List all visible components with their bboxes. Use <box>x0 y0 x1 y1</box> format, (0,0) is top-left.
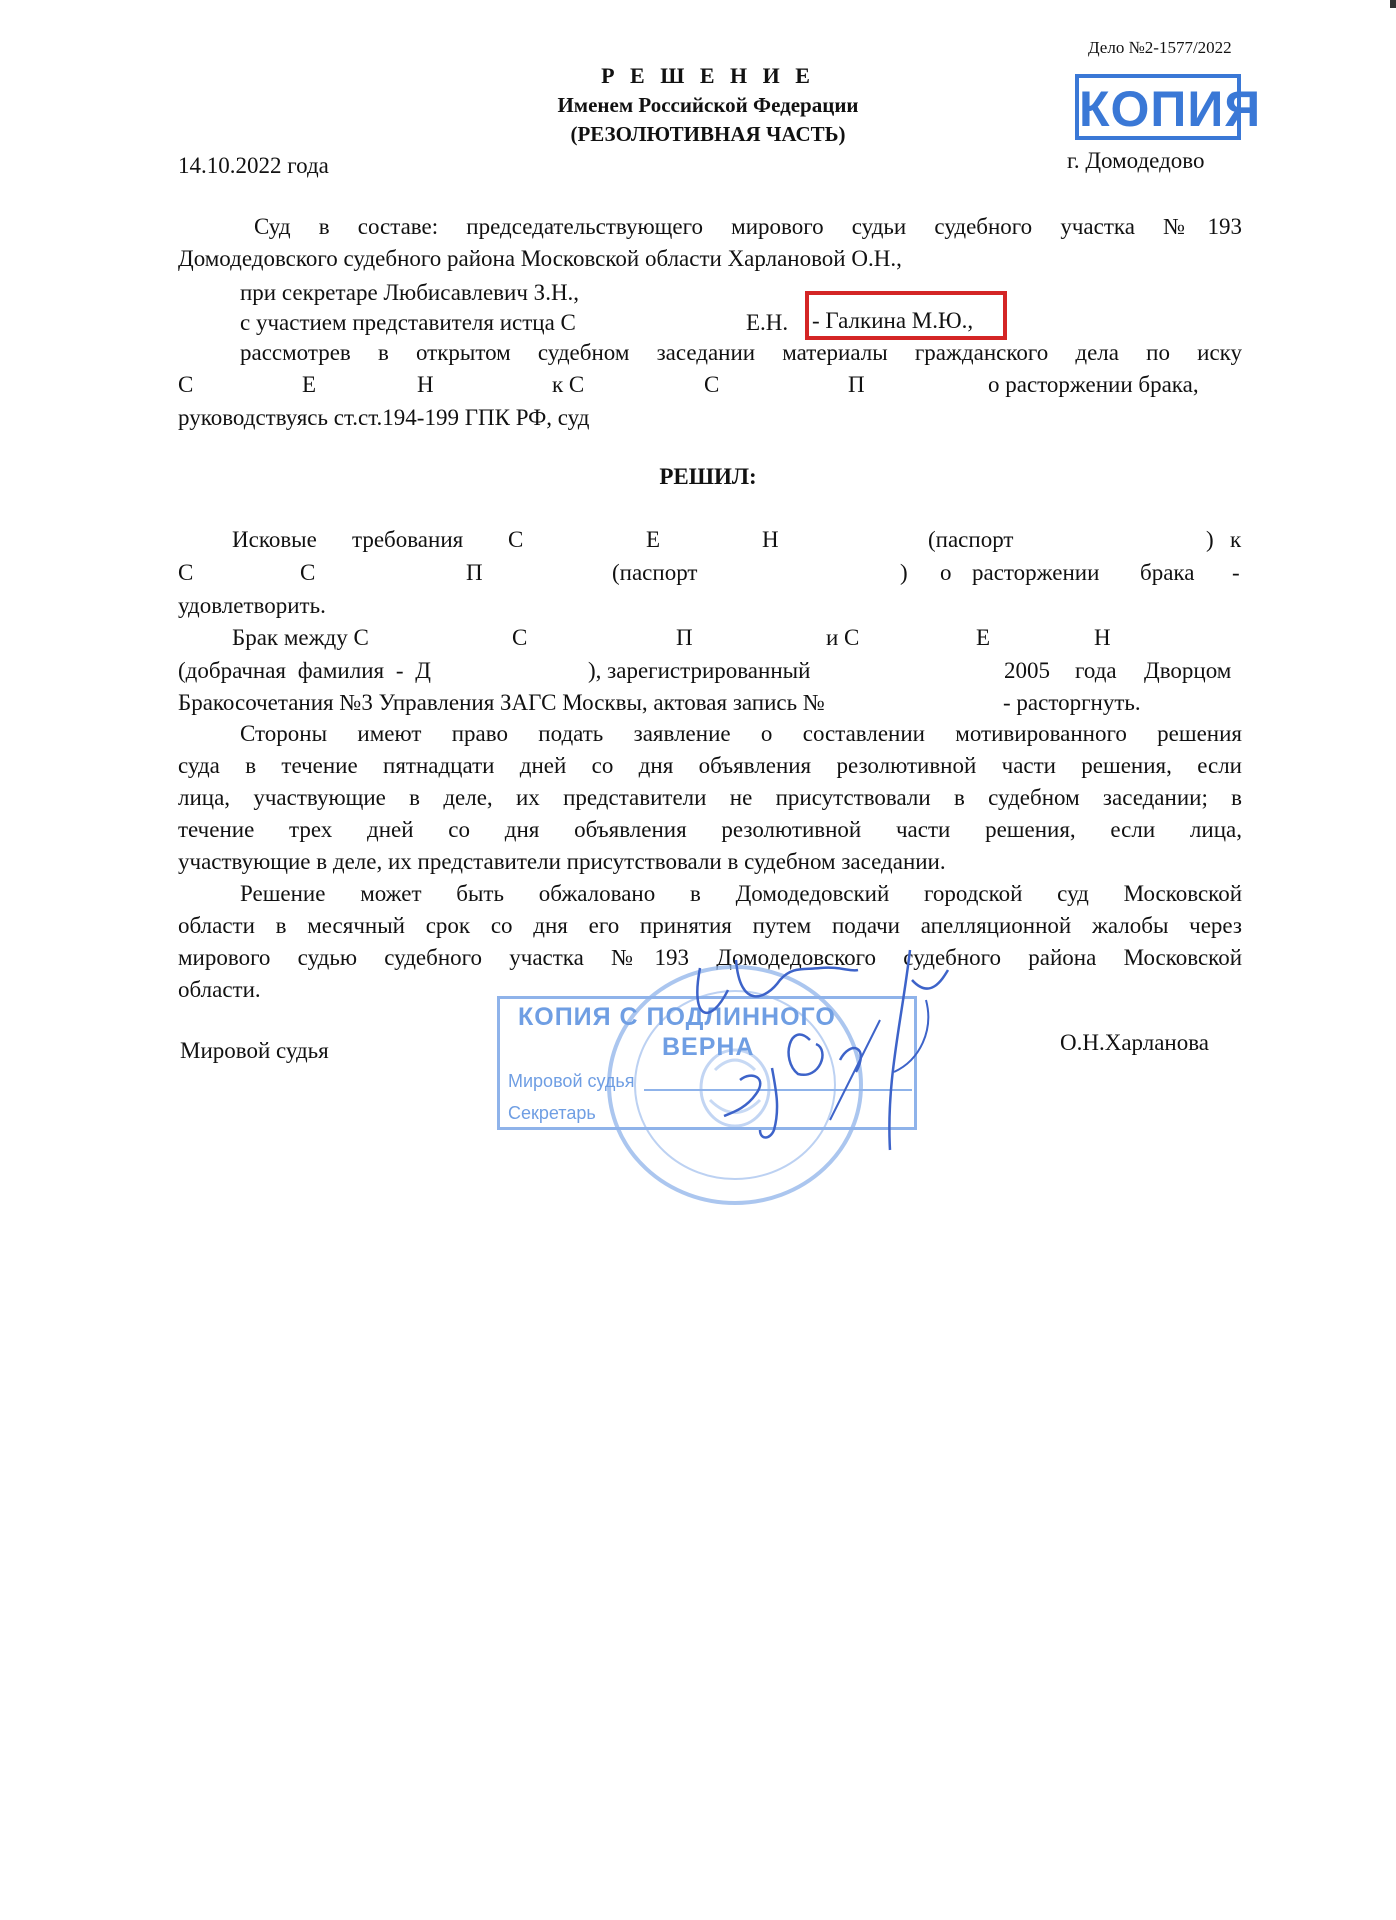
preamble-line-4a: с участием представителя истца С <box>240 310 576 335</box>
document-subtitle: Именем Российской Федерации <box>557 93 859 117</box>
document-part: (РЕЗОЛЮТИВНАЯ ЧАСТЬ) <box>570 122 846 146</box>
stamp-judge-label: Мировой судья <box>508 1071 635 1091</box>
text-token: (паспорт <box>612 560 698 585</box>
body-line: мирового судью судебного участка №193 Домодедовского судебного района Московской <box>178 945 1242 970</box>
case-number: Дело №2-1577/2022 <box>1088 38 1232 57</box>
redacted-fragment: С <box>300 560 316 585</box>
decision-date: 14.10.2022 года <box>178 153 329 178</box>
redacted-fragment: С <box>512 625 528 650</box>
body-line: течение трех дней со дня объявления резолютивной части решения, если лица, <box>178 817 1242 842</box>
text-token: (паспорт <box>928 527 1014 552</box>
preamble-line-6-end: о расторжении брака, <box>988 372 1199 397</box>
text-token: брака <box>1140 560 1195 585</box>
text-token: - <box>1232 560 1240 585</box>
text-token: расторжении <box>972 560 1100 585</box>
text-token: Исковые <box>232 527 317 552</box>
preamble-line-2: Домодедовского судебного района Московской области Харлановой О.Н., <box>178 246 902 271</box>
redacted-fragment: Е <box>976 625 991 650</box>
redacted-fragment: Н <box>417 372 434 397</box>
body-line: области в месячный срок со дня его принятия путем подачи апелляционной жалобы через <box>178 913 1242 938</box>
redacted-fragment: С <box>178 372 194 397</box>
decided-heading: РЕШИЛ: <box>659 464 757 489</box>
text-token: ) <box>900 560 908 585</box>
body-line: лица, участвующие в деле, их представители не присутствовали в судебном заседании; в <box>178 785 1242 810</box>
decision-city: г. Домодедово <box>1067 148 1205 173</box>
redacted-fragment: С <box>178 560 194 585</box>
preamble-line-3: при секретаре Любисавлевич З.Н., <box>240 280 580 305</box>
redacted-fragment: к С <box>552 372 585 397</box>
text-token: Дворцом <box>1144 658 1232 683</box>
text-token: ), зарегистрированный <box>588 658 811 683</box>
text-token: о <box>940 560 952 585</box>
stamp-secretary-label: Секретарь <box>508 1103 596 1123</box>
text-token: (добрачная фамилия - Д <box>178 658 431 683</box>
redacted-fragment: П <box>848 372 865 397</box>
text-token: ) <box>1206 527 1214 552</box>
redacted-fragment: Н <box>762 527 779 552</box>
text-token: - расторгнуть. <box>1003 690 1141 715</box>
text-token: требования <box>352 527 464 552</box>
body-line: участвующие в деле, их представители присутствовали в судебном заседании. <box>178 849 946 874</box>
redacted-fragment: и С <box>826 625 860 650</box>
judge-name: О.Н.Харланова <box>1060 1030 1209 1055</box>
document-title: Р Е Ш Е Н И Е <box>601 63 815 88</box>
text-token: Бракосочетания №3 Управления ЗАГС Москвы, актовая запись № <box>178 690 825 715</box>
body-line: удовлетворить. <box>178 593 326 618</box>
body-line: области. <box>178 977 261 1002</box>
preamble-line-1: Суд в составе: председательствующего мирового судьи судебного участка №193 <box>254 214 1242 239</box>
stamp-line-1: КОПИЯ С ПОДЛИННОГО <box>518 1003 836 1031</box>
preamble-line-5: рассмотрев в открытом судебном заседании материалы гражданского дела по иску <box>240 340 1242 365</box>
redacted-fragment: С <box>704 372 720 397</box>
redacted-fragment: Е <box>302 372 317 397</box>
handwritten-signature <box>680 940 980 1160</box>
preamble-line-7: руководствуясь ст.ст.194-199 ГПК РФ, суд <box>178 405 590 430</box>
body-line: суда в течение пятнадцати дней со дня объявления резолютивной части решения, если <box>178 753 1242 778</box>
kopia-stamp: КОПИЯ <box>1075 74 1241 140</box>
edge-mark <box>1390 0 1396 8</box>
redacted-fragment: Е <box>646 527 661 552</box>
representative-name: - Галкина М.Ю., <box>812 308 974 333</box>
text-token: к <box>1230 527 1242 552</box>
redacted-fragment: П <box>676 625 693 650</box>
text-token: 2005 <box>1004 658 1050 683</box>
body-line: Стороны имеют право подать заявление о составлении мотивированного решения <box>240 721 1242 746</box>
redacted-fragment: П <box>466 560 483 585</box>
body-line: Решение может быть обжаловано в Домодедовский городской суд Московской <box>240 881 1242 906</box>
text-token: Брак между С <box>232 625 369 650</box>
redacted-fragment: С <box>508 527 524 552</box>
text-token: года <box>1075 658 1117 683</box>
judge-role: Мировой судья <box>180 1038 329 1063</box>
redacted-fragment: Н <box>1094 625 1111 650</box>
preamble-line-4b: Е.Н. <box>746 310 789 335</box>
stamp-line-2: ВЕРНА <box>662 1033 755 1061</box>
highlight-box <box>805 291 1007 340</box>
